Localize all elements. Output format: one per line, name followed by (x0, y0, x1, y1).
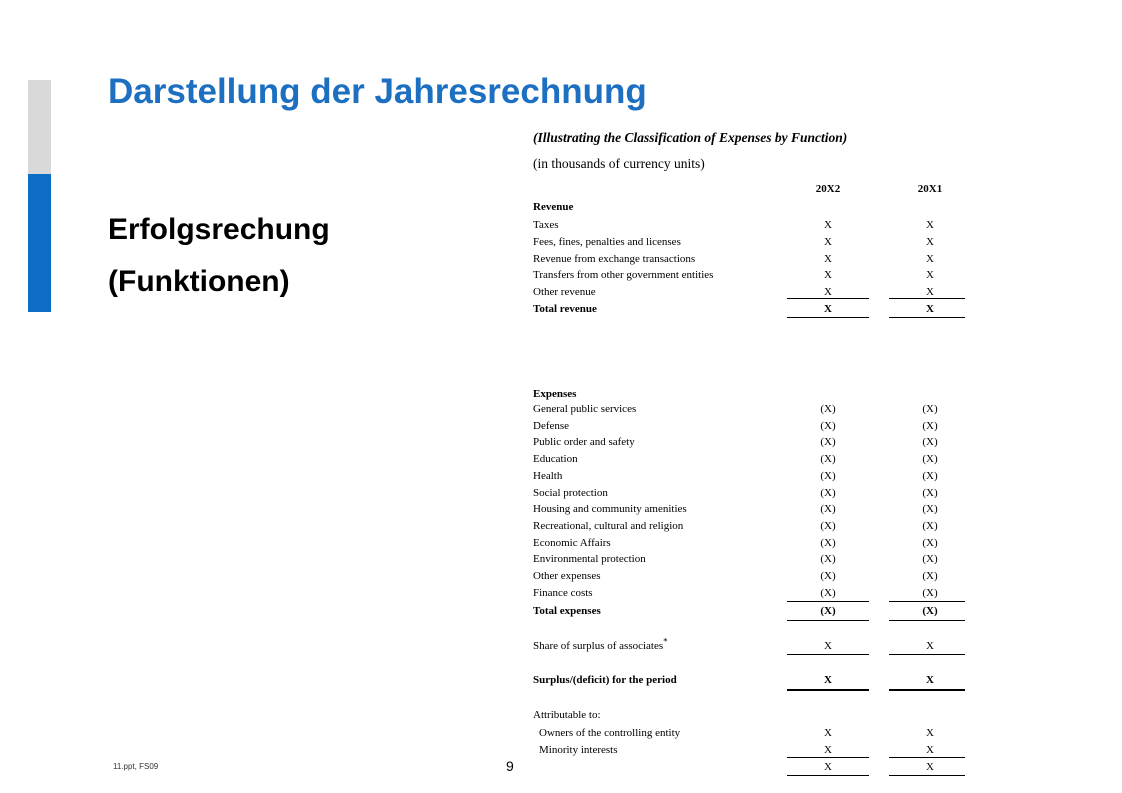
statement-row: Recreational, cultural and religion (X) (X) (533, 519, 938, 532)
rule (787, 317, 869, 318)
rule (889, 317, 965, 318)
surplus-row: Surplus/(deficit) for the period X X (533, 674, 934, 686)
statement-row: Social protection (X) (X) (533, 486, 938, 499)
rule (787, 654, 869, 655)
total-revenue-row: Total revenue X X (533, 303, 934, 315)
column-header-20x2: 20X2 (815, 183, 841, 195)
statement-units: (in thousands of currency units) (533, 156, 705, 171)
statement-row: Taxes X X (533, 219, 934, 231)
attributable-total-row: X X (824, 761, 934, 773)
statement-heading: (Illustrating the Classification of Expenses by Function) (533, 130, 848, 145)
statement-row: Revenue from exchange transactions X X (533, 252, 934, 265)
rule (787, 775, 869, 776)
share-surplus-row: Share of surplus of associates* X X (533, 636, 934, 652)
footer-source: 11.ppt, FS09 (113, 762, 159, 771)
statement-row: Environmental protection (X) (X) (533, 553, 938, 566)
statement-row: Economic Affairs (X) (X) (533, 536, 938, 549)
statement-row: Transfers from other government entities X X (533, 269, 934, 282)
statement-row: Minority interests X X (539, 743, 934, 756)
rule (787, 757, 869, 758)
rule (889, 620, 965, 621)
statement-row: Education (X) (X) (533, 453, 938, 466)
total-expenses-row: Total expenses (X) (X) (533, 605, 938, 617)
attributable-header: Attributable to: (533, 709, 601, 721)
rule (787, 298, 869, 299)
financial-statement (533, 126, 993, 786)
statement-row: Finance costs (X) (X) (533, 586, 938, 599)
statement-row: General public services (X) (X) (533, 403, 938, 415)
rule (889, 757, 965, 758)
rule (889, 775, 965, 776)
rule (889, 601, 965, 602)
statement-row: Defense (X) (X) (533, 419, 938, 432)
accent-bar-blue (28, 174, 51, 312)
statement-row: Other revenue X X (533, 286, 934, 299)
statement-row: Fees, fines, penalties and licenses X X (533, 235, 934, 248)
statement-row: Owners of the controlling entity X X (539, 727, 934, 739)
slide-subtitle-line2: (Funktionen) (108, 265, 290, 298)
rule (889, 654, 965, 655)
rule (787, 620, 869, 621)
footnote-marker: * (663, 636, 668, 647)
slide-subtitle-line1: Erfolgsrechung (108, 213, 330, 246)
rule (889, 298, 965, 299)
statement-row: Housing and community amenities (X) (X) (533, 503, 938, 516)
rule (889, 689, 965, 691)
statement-row: Health (X) (X) (533, 469, 938, 482)
statement-row: Other expenses (X) (X) (533, 570, 938, 582)
revenue-header: Revenue (533, 201, 574, 213)
slide-title: Darstellung der Jahresrechnung (108, 72, 647, 111)
expenses-header: Expenses (533, 388, 577, 400)
rule (787, 601, 869, 602)
accent-bar-grey (28, 80, 51, 174)
column-header-20x1: 20X1 (917, 183, 943, 195)
rule (787, 689, 869, 691)
statement-row: Public order and safety (X) (X) (533, 436, 938, 449)
page-number: 9 (506, 758, 514, 774)
